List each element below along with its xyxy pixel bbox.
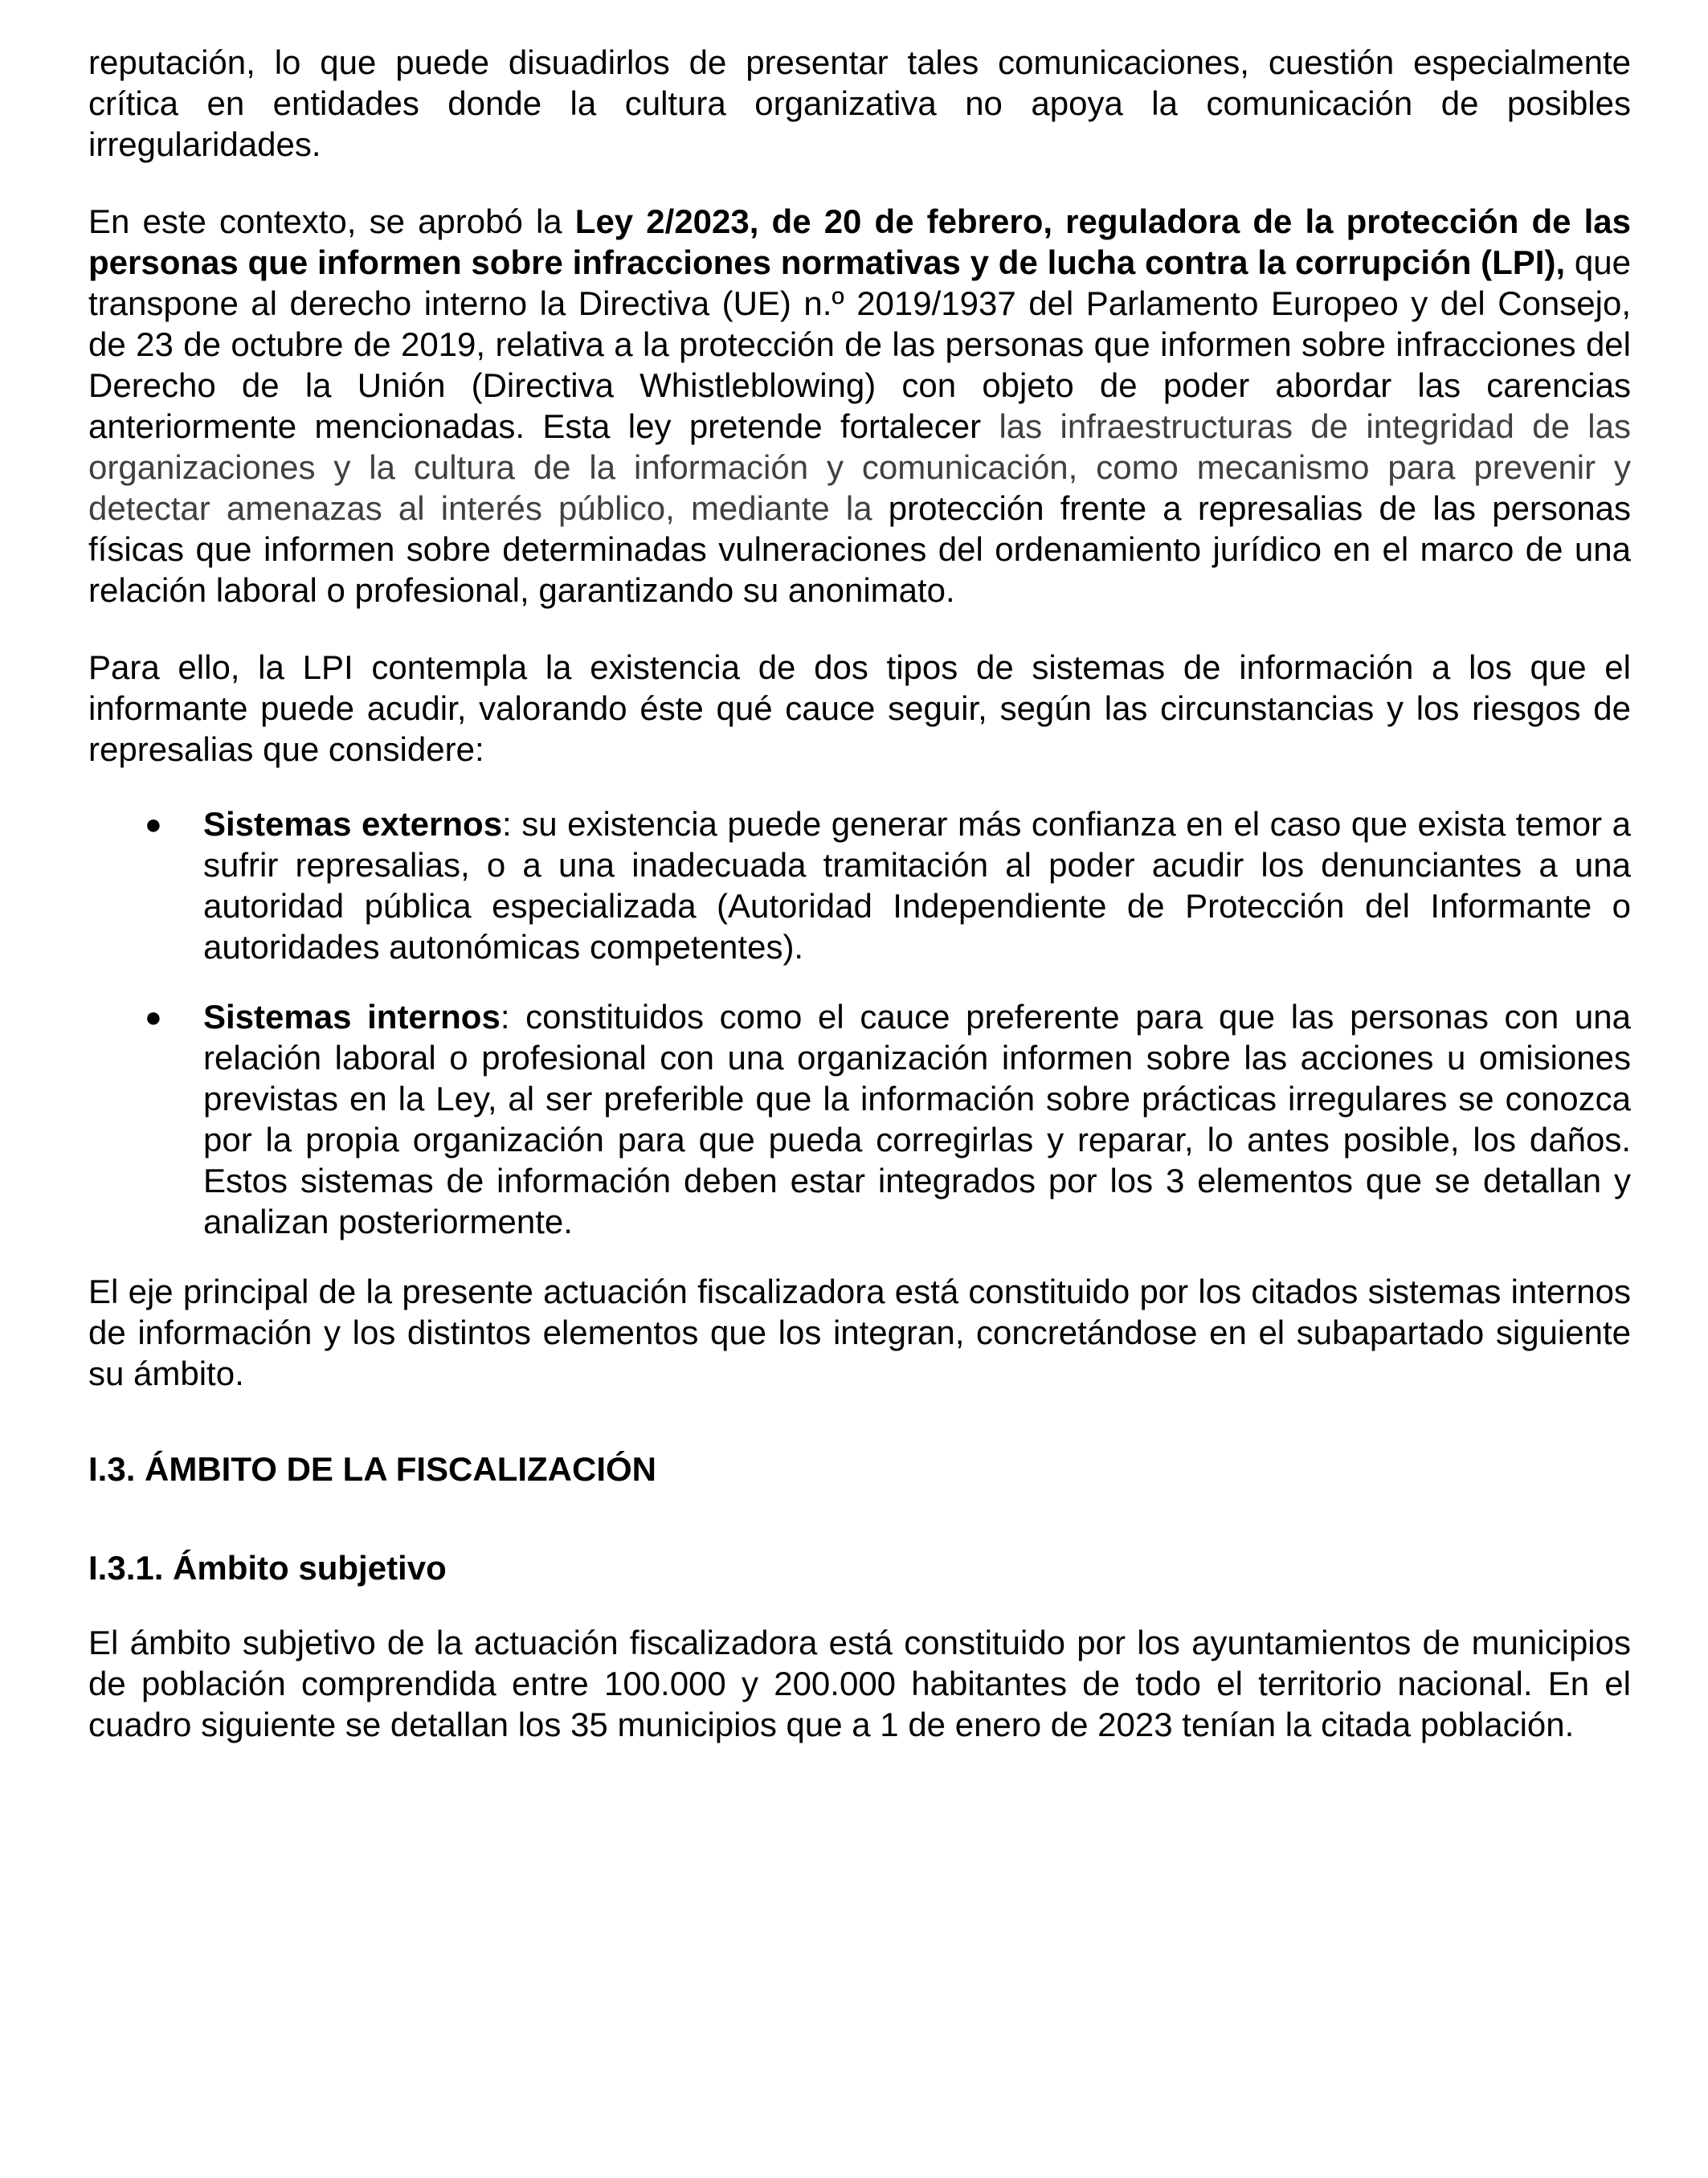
- paragraph-ley-ending: protección frente a represalias de las personas físicas que informen sobre determinadas vulneraciones del ordenamiento jurídico en el marco de una relación laboral o profesional, garantizando su anonimato.: [88, 489, 1631, 609]
- bullet-icon: ●: [145, 807, 162, 840]
- list-item-sistemas-internos: [145, 996, 1631, 1242]
- paragraph-ley-body: que transpone al derecho interno la Directiva (UE) n.º 2019/1937 del Parlamento Europeo y del Consejo, de 23 de octubre de 2019, relativa a la protección de las personas que informen sobre infracciones del Derecho de la Unión (Directiva Whistleblowing) con objeto de poder abordar las carencias anteriormente mencionadas. Esta ley pretende fortalecer: [88, 243, 1631, 445]
- list-item-title: Sistemas externos: [203, 805, 503, 843]
- paragraph-ley-gray: las infraestructuras de integridad de las organizaciones y la cultura de la información y comunicación, como mecanismo para prevenir y detectar amenazas al interés público, mediante la: [88, 407, 1631, 527]
- list-item-sistemas-externos: [145, 803, 1631, 967]
- subsection-heading: I.3.1. Ámbito subjetivo: [88, 1549, 447, 1587]
- systems-list: [88, 803, 1631, 1242]
- paragraph-ambito-subjetivo: El ámbito subjetivo de la actuación fiscalizadora está constituido por los ayuntamientos de municipios de población comprendida entre 100.000 y 200.000 habitantes de todo el territorio nacional. En el cuadro siguiente se detallan los 35 municipios que a 1 de enero de 2023 tenían la citada población.: [88, 1624, 1631, 1743]
- document-page: [88, 42, 1631, 1745]
- list-item-text: : constituidos como el cauce preferente para que las personas con una relación laboral o profesional con una organización informen sobre las acciones u omisiones previstas en la Ley, al ser preferible que la información sobre prácticas irregulares se conozca por la propia organización para que pueda corregirlas y reparar, lo antes posible, los daños. Estos sistemas de información deben estar integrados por los 3 elementos que se detallan y analizan posteriormente.: [203, 998, 1631, 1240]
- bullet-icon: ●: [145, 1000, 162, 1033]
- paragraph-ley-intro: En este contexto, se aprobó la: [88, 202, 575, 240]
- section-heading: I.3. ÁMBITO DE LA FISCALIZACIÓN: [88, 1450, 657, 1488]
- paragraph-ley: [88, 201, 1631, 611]
- paragraph-eje-principal: El eje principal de la presente actuación fiscalizadora está constituido por los citados sistemas internos de información y los distintos elementos que los integran, concretándose en el subapartado siguiente su ámbito.: [88, 1273, 1631, 1392]
- paragraph-lpi: Para ello, la LPI contempla la existencia de dos tipos de sistemas de información a los que el informante puede acudir, valorando éste qué cauce seguir, según las circunstancias y los riesgos de represalias que considere:: [88, 648, 1631, 768]
- paragraph-reputacion: reputación, lo que puede disuadirlos de presentar tales comunicaciones, cuestión especialmente crítica en entidades donde la cultura organizativa no apoya la comunicación de posibles irregularidades.: [88, 43, 1631, 163]
- list-item-text: : su existencia puede generar más confianza en el caso que exista temor a sufrir represalias, o a una inadecuada tramitación al poder acudir los denunciantes a una autoridad pública especializada (Autoridad Independiente de Protección del Informante o autoridades autonómicas competentes).: [203, 805, 1631, 966]
- law-title: Ley 2/2023, de 20 de febrero, reguladora de la protección de las personas que informen sobre infracciones normativas y de lucha contra la corrupción (LPI),: [88, 202, 1631, 281]
- list-item-title: Sistemas internos: [203, 998, 501, 1036]
